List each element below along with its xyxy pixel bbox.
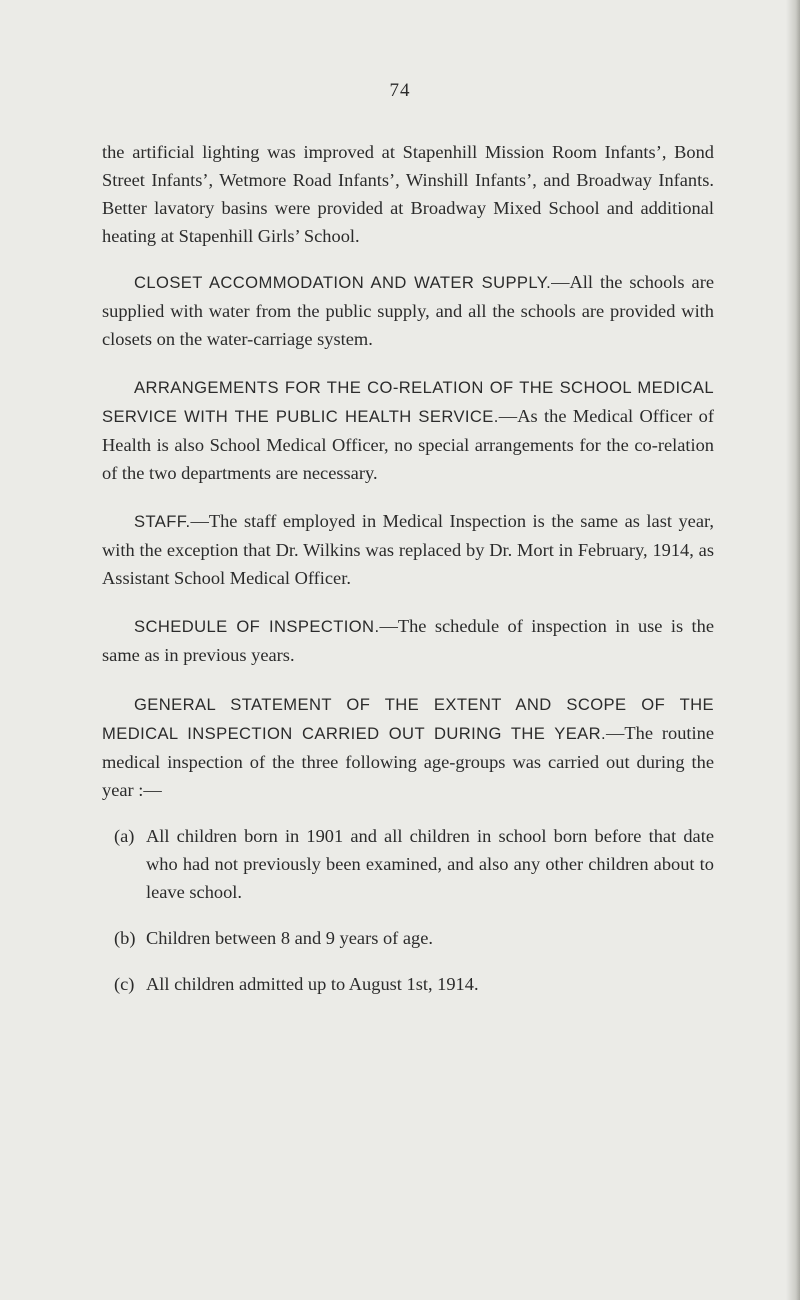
list-item <box>102 970 714 998</box>
heading-closet-accommodation: CLOSET ACCOMMODATION AND WATER SUPPLY. <box>134 273 552 292</box>
body-staff: —The staff employed in Medical Inspection is the same as last year, with the exception that Dr. Wilkins was replaced by Dr. Mort in February, 1914, as Assistant School Medical Officer. <box>102 511 714 588</box>
list-item <box>102 822 714 906</box>
paragraph-co-relation <box>102 373 714 487</box>
paragraph-lighting: the artificial lighting was improved at Stapenhill Mission Room Infants’, Bond Street Infants’, Wetmore Road Infants’, Winshill Infants’, and Broadway Infants. Better lavatory basins were provided at Broadway Mixed School and additional heating at Stapenhill Girls’ School. <box>102 142 714 246</box>
paragraph-schedule <box>102 612 714 669</box>
heading-general-statement: GENERAL STATEMENT OF THE EXTENT AND SCOPE OF THE MEDICAL INSPECTION CARRIED OUT DURING THE YEAR. <box>102 695 714 743</box>
list-item-text: All children born in 1901 and all children in school born before that date who had not previously been examined, and also any other children about to leave school. <box>146 826 714 902</box>
list-item-label: (a) <box>114 826 135 846</box>
list-item <box>102 924 714 952</box>
list-item-text: All children admitted up to August 1st, 1914. <box>146 974 479 994</box>
paragraph-closet-accommodation <box>102 268 714 353</box>
body-closet-accommodation: —All the schools are supplied with water from the public supply, and all the schools are provided with closets on the water-carriage system. <box>102 272 714 349</box>
page-edge-shadow <box>786 0 800 1300</box>
list-item-label: (c) <box>114 974 135 994</box>
paragraph-staff <box>102 507 714 592</box>
heading-staff: STAFF. <box>134 512 191 531</box>
paragraph-general-statement <box>102 690 714 804</box>
body-general-statement: —The routine medical inspection of the three following age-groups was carried out during the year :— <box>102 723 714 800</box>
heading-schedule: SCHEDULE OF INSPECTION. <box>134 617 380 636</box>
heading-co-relation: ARRANGEMENTS FOR THE CO-RELATION OF THE SCHOOL MEDICAL SERVICE WITH THE PUBLIC HEALTH SERVICE. <box>102 378 714 426</box>
page-body <box>102 138 714 1016</box>
page-number: 74 <box>389 80 411 101</box>
body-schedule: —The schedule of inspection in use is the same as in previous years. <box>102 616 714 665</box>
body-co-relation: —As the Medical Officer of Health is also School Medical Officer, no special arrangements for the co-relation of the two departments are necessary. <box>102 406 714 483</box>
list-item-text: Children between 8 and 9 years of age. <box>146 928 433 948</box>
list-item-label: (b) <box>114 928 136 948</box>
